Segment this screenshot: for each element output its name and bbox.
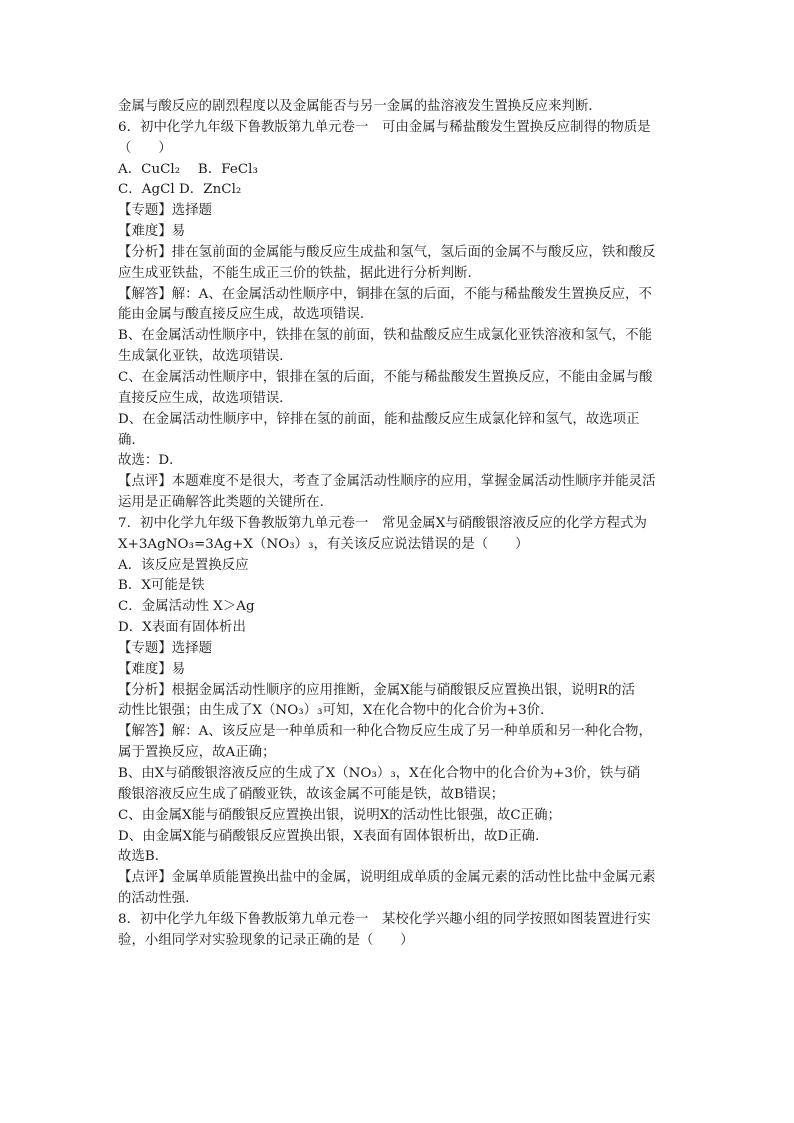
text-line: 6．初中化学九年级下鲁教版第九单元卷一 可由金属与稀盐酸发生置换反应制得的物质是 — [118, 119, 651, 135]
text-line: 【难度】易 — [118, 224, 186, 240]
text-line: 金属与酸反应的剧烈程度以及金属能否与另一金属的盐溶液发生置换反应来判断． — [118, 99, 602, 114]
text-line: 验，小组同学对实验现象的记录正确的是（ ） — [118, 932, 414, 948]
text-line: 生成氯化亚铁，故选项错误． — [118, 349, 293, 365]
text-line: 【难度】易 — [118, 661, 186, 677]
text-line: 【点评】金属单质能置换出盐中的金属，说明组成单质的金属元素的活动性比盐中金属元素 — [118, 870, 656, 886]
text-line: 【解答】解：A、在金属活动性顺序中，铜排在氢的后面，不能与稀盐酸发生置换反应，不 — [118, 286, 652, 302]
text-line: 动性比银强；由生成了X（NO₃）₃可知，X在化合物中的化合价为+3价． — [118, 703, 554, 719]
text-line: A．该反应是置换反应 — [118, 557, 249, 573]
text-line: 的活动性强． — [118, 891, 199, 907]
text-line: C、在金属活动性顺序中，银排在氢的后面，不能与稀盐酸发生置换反应，不能由金属与酸 — [118, 369, 653, 385]
text-line: 能由金属与酸直接反应生成，故选项错误． — [118, 307, 374, 323]
text-line: D、在金属活动性顺序中，锌排在氢的前面，能和盐酸反应生成氯化锌和氢气，故选项正 — [118, 411, 640, 427]
text-line: D．X表面有固体析出 — [118, 620, 246, 636]
text-line: 【专题】选择题 — [118, 203, 213, 219]
text-line: C．金属活动性 X＞Ag — [118, 599, 255, 615]
text-line: D、由金属X能与硝酸银反应置换出银，X表面有固体银析出，故D正确． — [118, 828, 549, 844]
text-line: 【分析】排在氢前面的金属能与酸反应生成盐和氢气，氢后面的金属不与酸反应，铁和酸反 — [118, 244, 656, 260]
text-line: 确． — [118, 432, 145, 448]
text-line: 【分析】根据金属活动性顺序的应用推断，金属X能与硝酸银反应置换出银，说明R的活 — [118, 682, 636, 698]
text-line: 应生成亚铁盐，不能生成正三价的铁盐，据此进行分析判断． — [118, 265, 481, 281]
text-line: 运用是正确解答此类题的关键所在． — [118, 495, 334, 511]
text-line: （ ） — [118, 140, 172, 156]
text-line: A．CuCl₂ B．FeCl₃ — [118, 161, 258, 177]
text-line: 直接反应生成，故选项错误． — [118, 390, 293, 406]
text-line: 故选B． — [118, 849, 169, 865]
text-line: 属于置换反应，故A正确； — [118, 745, 276, 761]
text-line: 【点评】本题难度不是很大，考查了金属活动性顺序的应用，掌握金属活动性顺序并能灵活 — [118, 474, 656, 490]
text-line: 【解答】解：A、该反应是一种单质和一种化合物反应生成了另一种单质和另一种化合物， — [118, 724, 652, 740]
text-line: B．X可能是铁 — [118, 578, 205, 594]
text-line: B、在金属活动性顺序中，铁排在氢的前面，铁和盐酸反应生成氯化亚铁溶液和氢气，不能 — [118, 328, 653, 344]
text-line: C．AgCl D．ZnCl₂ — [118, 182, 242, 198]
text-line: 7．初中化学九年级下鲁教版第九单元卷一 常见金属X与硝酸银溶液反应的化学方程式为 — [118, 515, 647, 531]
text-line: B、由X与硝酸银溶液反应的生成了X（NO₃）₃，X在化合物中的化合价为+3价，铁与硝 — [118, 766, 641, 781]
text-line: 酸银溶液反应生成了硝酸亚铁，故该金属不可能是铁，故B错误； — [118, 786, 505, 802]
text-line: 8．初中化学九年级下鲁教版第九单元卷一 某校化学兴趣小组的同学按照如图装置进行实 — [118, 911, 651, 927]
text-line: C、由金属X能与硝酸银反应置换出银，说明X的活动性比银强，故C正确； — [118, 807, 561, 823]
document-body — [118, 97, 684, 952]
text-line: X+3AgNO₃=3Ag+X（NO₃）₃，有关该反应说法错误的是（ ） — [118, 536, 529, 552]
text-line: 故选：D． — [118, 453, 183, 469]
text-line: 【专题】选择题 — [118, 640, 213, 656]
